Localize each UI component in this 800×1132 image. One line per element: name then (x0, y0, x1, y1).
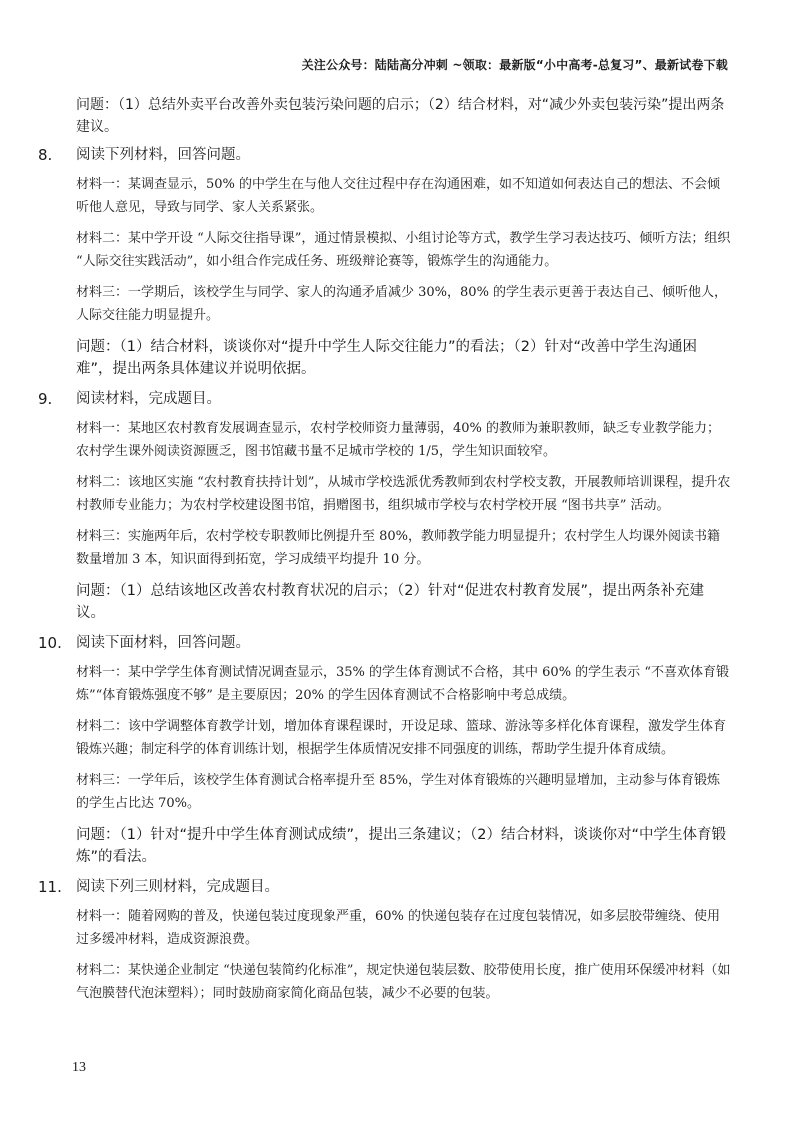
question-prompt: 问题：（1）针对“提升中学生体育测试成绩”，提出三条建议；（2）结合材料，谈谈你对“中学生体育锻炼”的看法。 (76, 827, 726, 865)
material-paragraph: 材料三：一学期后，该校学生与同学、家人的沟通矛盾减少 30%，80% 的学生表示更善于表达自己、倾听他人，人际交往能力明显提升。 (76, 285, 728, 323)
material-paragraph: 材料二：某快递企业制定 “快递包装简约化标准”，规定快递包装层数、胶带使用长度，推广使用环保缓冲材料（如气泡膜替代泡沫塑料）；同时鼓励商家简化商品包装，减少不必要的包装。 (76, 963, 731, 1001)
material-paragraph: 材料二：该中学调整体育教学计划，增加体育课程课时，开设足球、篮球、游泳等多样化体育课程，激发学生体育锻炼兴趣；制定科学的体育训练计划，根据学生体质情况安排不同强度的训练，帮助学生提升体育成绩。 (76, 719, 727, 757)
material-paragraph: 材料一：随着网购的普及，快递包装过度现象严重，60% 的快递包装存在过度包装情况，如多层胶带缠绕、使用过多缓冲材料，造成资源浪费。 (76, 909, 721, 947)
question-number: 8. (38, 146, 53, 164)
question-10 (38, 632, 732, 868)
question-prompt: 问题：（1）结合材料，谈谈你对“提升中学生人际交往能力”的看法；（2）针对“改善中学生沟通困难”，提出两条具体建议并说明依据。 (76, 339, 697, 377)
material-paragraph: 材料一：某地区农村教育发展调查显示，农村学校师资力量薄弱，40% 的教师为兼职教师，缺乏专业教学能力；农村学生课外阅读资源匮乏，图书馆藏书量不足城市学校的 1/5，学生知识面较窄。 (76, 421, 721, 459)
question-prompt: 问题：（1）总结该地区改善农村教育状况的启示；（2）针对“促进农村教育发展”，提出两条补充建议。 (76, 583, 704, 621)
question-stem: 阅读下面材料，回答问题。 (76, 635, 250, 651)
material-paragraph: 材料三：一学年后，该校学生体育测试合格率提升至 85%，学生对体育锻炼的兴趣明显增加，主动参与体育锻炼的学生占比达 70%。 (76, 773, 721, 811)
question-stem: 阅读材料，完成题目。 (76, 391, 221, 407)
material-paragraph: 材料一：某调查显示，50% 的中学生在与他人交往过程中存在沟通困难，如不知道如何表达自己的想法、不会倾听他人意见，导致与同学、家人关系紧张。 (76, 177, 721, 215)
question-8 (38, 144, 732, 380)
page-header: 关注公众号：陆陆高分冲刺 ~领取：最新版“小中高考-总复习”、最新试卷下载 (301, 58, 728, 72)
question-9 (38, 388, 732, 624)
question-number: 9. (38, 390, 53, 408)
intro-question: 问题：（1）总结外卖平台改善外卖包装污染问题的启示；（2）结合材料，对“减少外卖包装污染”提出两条建议。 (76, 97, 725, 135)
question-number: 11. (38, 878, 62, 896)
material-paragraph: 材料三：实施两年后，农村学校专职教师比例提升至 80%，教师教学能力明显提升；农村学生人均课外阅读书籍数量增加 3 本，知识面得到拓宽，学习成绩平均提升 10 分。 (76, 529, 721, 567)
material-paragraph: 材料二：该地区实施 “农村教育扶持计划”，从城市学校选派优秀教师到农村学校支教，开展教师培训课程，提升农村教师专业能力；为农村学校建设图书馆，捐赠图书，组织城市学校与农村学校开展 “图书共享” 活动。 (76, 475, 731, 513)
question-11 (38, 876, 732, 1005)
document-body (38, 94, 732, 1014)
question-number: 10. (38, 634, 62, 652)
material-paragraph: 材料二：某中学开设 “人际交往指导课”，通过情景模拟、小组讨论等方式，教学生学习表达技巧、倾听方法；组织 “人际交往实践活动”，如小组合作完成任务、班级辩论赛等，锻炼学生的沟通能力。 (76, 231, 731, 269)
question-stem: 阅读下列材料，回答问题。 (76, 147, 250, 163)
page-number: 13 (72, 1060, 86, 1075)
material-paragraph: 材料一：某中学学生体育测试情况调查显示，35% 的学生体育测试不合格，其中 60% 的学生表示 “不喜欢体育锻炼”“体育锻炼强度不够” 是主要原因；20% 的学生因体育测试不合格影响中考总成绩。 (76, 665, 729, 703)
question-stem: 阅读下列三则材料，完成题目。 (76, 879, 279, 895)
